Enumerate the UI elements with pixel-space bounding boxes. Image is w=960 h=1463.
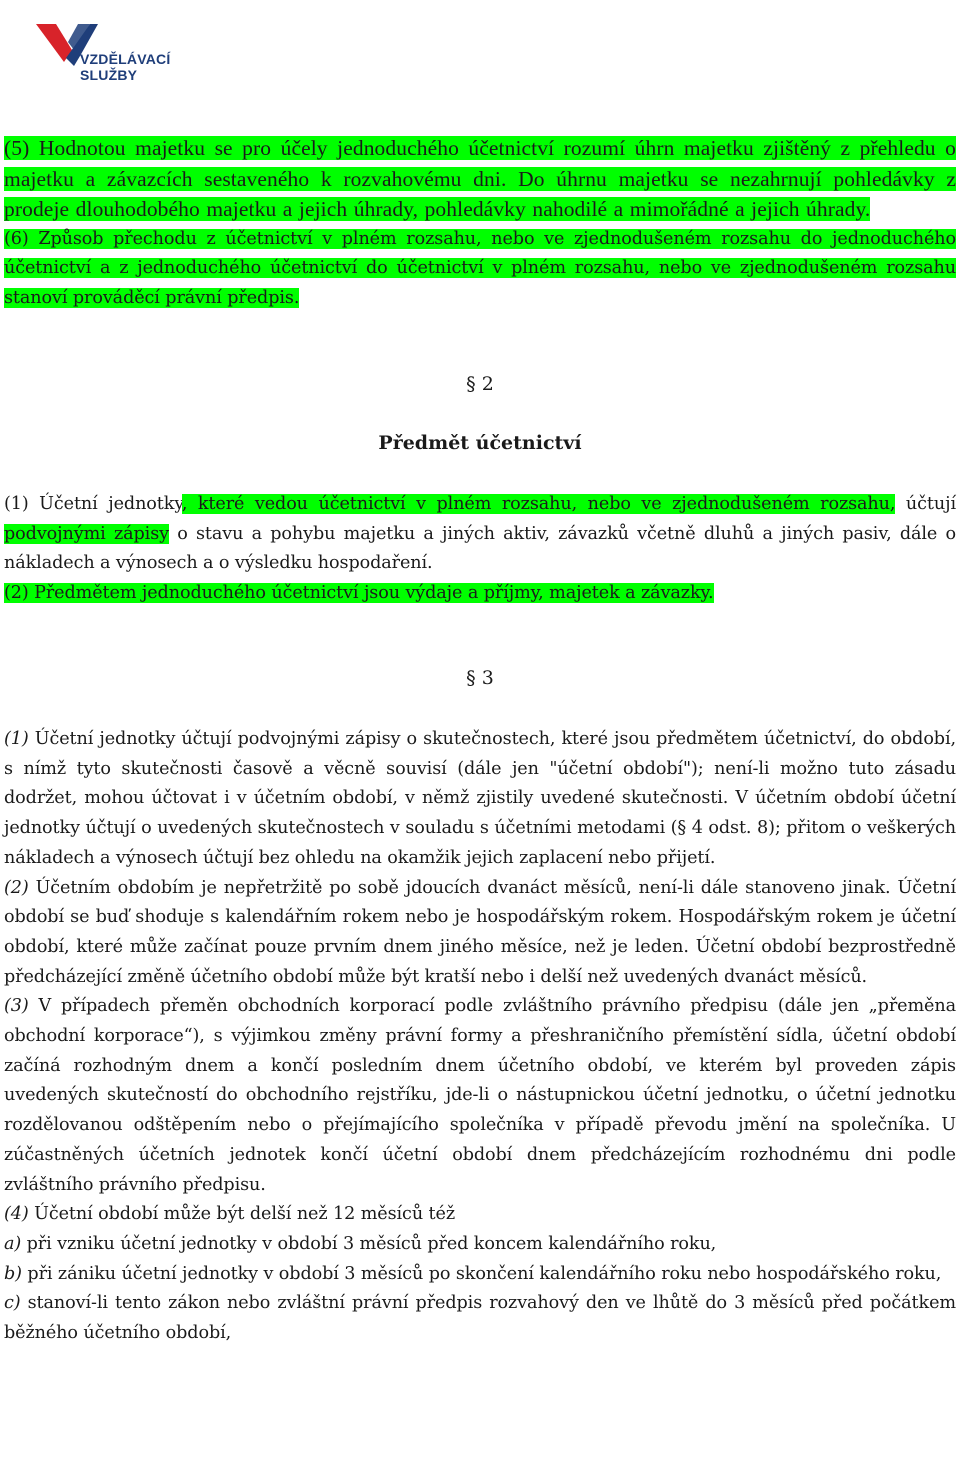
- section-3-p2-number: (2): [4, 877, 29, 898]
- section-2-p1-verb: účtují: [895, 494, 957, 514]
- section-3-p1-number: (1): [4, 729, 29, 749]
- logo-line-2: SLUŽBY: [80, 67, 138, 83]
- logo-red-stroke: [36, 24, 72, 62]
- section-3-body: [4, 725, 956, 1349]
- section-3-paragraph-2: [4, 874, 956, 993]
- section-2-paragraph-2: [4, 579, 956, 609]
- section-3-paragraph-4: [4, 1200, 956, 1230]
- highlight-paragraph-6: (6) Způsob přechodu z účetnictví v plném rozsahu, nebo ve zjednodušeném rozsahu do jednoduchého účetnictví a z jednoduchého účetnictví do účetnictví v plném rozsahu, nebo ve zjednodušeném rozsahu stanoví prováděcí právní předpis.: [4, 228, 956, 309]
- section-2-body: [4, 490, 956, 609]
- section-2-p1-end: o stavu a pohybu majetku a jiných aktiv, závazků včetně dluhů a jiných pasiv, dále o nákladech a výnosech a o výsledku hospodaření.: [4, 523, 956, 574]
- section-2-title: Předmět účetnictví: [378, 432, 582, 454]
- section-3-p4-number: (4): [4, 1204, 29, 1225]
- logo-line-1: VZDĚLÁVACÍ: [80, 51, 171, 67]
- section-3-p2-text: Účetním obdobím je nepřetržitě po sobě jdoucích dvanáct měsíců, není-li dále stanoveno jinak. Účetní období se buď shoduje s kalendářním rokem nebo je hospodářským rokem. Hospodářským rokem je účetní období, které může začínat pouze prvním dnem jiného měsíce, než je leden. Účetní období bezprostředně předcházející změně účetního období může být kratší nebo i delší než uvedených dvanáct měsíců.: [4, 877, 956, 987]
- section-3-item-b-text: při zániku účetní jednotky v období 3 měsíců po skončení kalendářního roku nebo hospodářského roku,: [21, 1263, 942, 1284]
- section-3-p3-text: V případech přeměn obchodních korporací podle zvláštního právního předpisu (dále jen „přeměna obchodní korporace“), s výjimkou změny právní formy a přeshraničního přemístění sídla, účetní období začíná rozhodným dnem a končí posledním dnem účetního období, ve kterém byl proveden zápis uvedených skutečností do obchodního rejstříku, jde-li o nástupnickou účetní jednotku, o účetní jednotku rozdělovanou odštěpením nebo o přejímajícího společníka v případě převodu jmění na společníka. U zúčastněných účetních jednotek končí účetní období dnem předcházejícím rozhodnému dni podle zvláštního právního předpisu.: [4, 996, 956, 1195]
- section-2-number: § 2: [466, 373, 494, 395]
- highlight-double-entry: podvojnými zápisy: [4, 523, 169, 544]
- section-3-number: § 3: [466, 667, 494, 689]
- section-3-p4-text: Účetní období může být delší než 12 měsíců též: [28, 1204, 455, 1225]
- section-1-continuation: [4, 133, 956, 314]
- section-3-item-a-letter: a): [4, 1233, 22, 1254]
- section-3-p3-number: (3): [4, 996, 29, 1017]
- section-2-paragraph-1: [4, 490, 956, 579]
- paragraph-6: [4, 225, 956, 314]
- section-3-paragraph-3: [4, 992, 956, 1200]
- section-3-item-a-text: při vzniku účetní jednotky v období 3 měsíců před koncem kalendářního roku,: [21, 1233, 717, 1254]
- section-3-item-b-letter: b): [4, 1263, 22, 1284]
- section-3-item-c: [4, 1289, 956, 1348]
- paragraph-5: [4, 133, 956, 225]
- section-3-p1-text: Účetní jednotky účtují podvojnými zápisy o skutečnostech, které jsou předmětem účetnictví, do období, s nímž tyto skutečnosti časově a věcně souvisí (dále jen "účetní období"); není-li možno tuto zásadu dodržet, mohou účtovat i v účetním období, v němž zjistily uvedené skutečnosti. V účetním období účetní jednotky účtují o uvedených skutečnostech v souladu s účetními metodami (§ 4 odst. 8); přitom o veškerých nákladech a výnosech účtují bez ohledu na okamžik jejich zaplacení nebo přijetí.: [4, 729, 956, 868]
- highlight-paragraph-5: (5) Hodnotou majetku se pro účely jednoduchého účetnictví rozumí úhrn majetku zjištěný z přehledu o majetku a závazcích sestaveného k rozvahovému dni. Do úhrnu majetku se nezahrnují pohledávky z prodeje dlouhodobého majetku a jejich úhrady, pohledávky nahodilé a mimořádné a jejich úhrady.: [4, 136, 956, 222]
- highlight-section-2-paragraph-2: (2) Předmětem jednoduchého účetnictví jsou výdaje a příjmy, majetek a závazky.: [4, 583, 714, 604]
- section-3-item-a: [4, 1230, 956, 1260]
- section-3-item-c-text: stanoví-li tento zákon nebo zvláštní právní předpis rozvahový den ve lhůtě do 3 měsíců před počátkem běžného účetního období,: [4, 1293, 956, 1344]
- section-3-paragraph-1: [4, 725, 956, 874]
- section-2-p1-start: (1) Účetní jednotky: [4, 494, 182, 514]
- section-3-item-c-letter: c): [4, 1293, 21, 1314]
- highlight-p1-scope: , které vedou účetnictví v plném rozsahu, nebo ve zjednodušeném rozsahu,: [181, 494, 896, 514]
- logo-wordmark: [80, 51, 170, 83]
- section-3-item-b: [4, 1260, 956, 1290]
